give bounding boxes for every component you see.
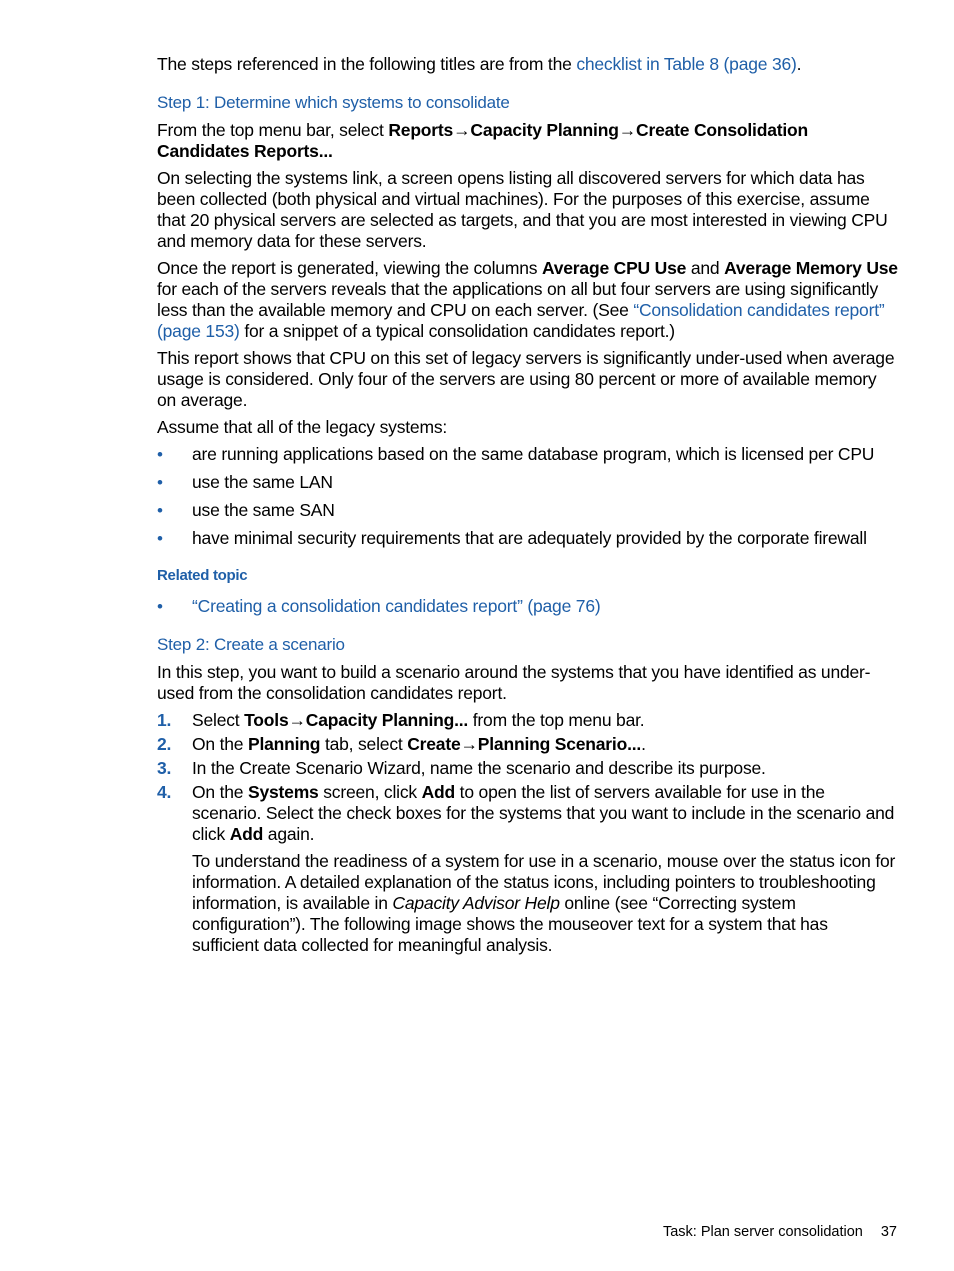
readiness-note: To understand the readiness of a system for use in a scenario, mouse over the status icon for information. A detailed explanation of the status icons, including pointers to troubleshooting information, is available in Capacity Advisor Help online (see “Correcting system configuration”). The following image shows the mouseover text for a system that has sufficient data collected for meaningful analysis. xyxy=(192,851,896,955)
selecting-paragraph: On selecting the systems link, a screen opens listing all discovered servers for which data has been collected (both physical and virtual machines). For the purposes of this exercise, assume that 20 physical servers are selected as targets, and that you are most interested in viewing CPU and memory data for these servers. xyxy=(157,168,888,251)
document-body xyxy=(157,54,898,956)
assume-paragraph: Assume that all of the legacy systems: xyxy=(157,417,448,437)
arrow-icon: → xyxy=(618,120,637,140)
creating-report-link[interactable]: “Creating a consolidation candidates report” (page 76) xyxy=(192,596,601,616)
step1-heading: Step 1: Determine which systems to consolidate xyxy=(157,93,510,112)
page-number: 37 xyxy=(880,1224,897,1240)
footer-title: Task: Plan server consolidation xyxy=(662,1224,863,1240)
menu-reports: Reports xyxy=(388,120,454,140)
cpu-paragraph: This report shows that CPU on this set of legacy servers is significantly under-used when average usage is considered. Only four of the servers are using 80 percent or more of available memory on average. xyxy=(157,348,895,410)
step2-heading: Step 2: Create a scenario xyxy=(157,635,345,654)
step2-intro: In this step, you want to build a scenario around the systems that you have identified as under-used from the consolidation candidates report. xyxy=(157,662,871,703)
intro-paragraph: The steps referenced in the following titles are from the checklist in Table 8 (page 36). xyxy=(157,54,802,74)
list-item: 2. On the Planning tab, select Create→Planning Scenario.... xyxy=(157,734,646,754)
list-item: • have minimal security requirements that are adequately provided by the corporate firewall xyxy=(157,528,867,548)
list-item: 1. Select Tools→Capacity Planning... from the top menu bar. xyxy=(157,710,645,730)
related-topic-heading: Related topic xyxy=(157,567,248,584)
arrow-icon: → xyxy=(288,710,306,730)
list-item: 4. On the Systems screen, click Add to open the list of servers available for use in the scenario. Select the check boxes for the systems that you want to include in the scenario and click Add again. To understand the readiness of a system for use in a scenario, mouse over the status icon for information. A detailed explanation of the status icons, including pointers to troubleshooting information, is available in Capacity Advisor Help online (see “Correcting system configuration”). The following image shows the mouseover text for a system that has sufficient data collected for meaningful analysis. xyxy=(157,782,898,956)
menu-path-paragraph: From the top menu bar, select Reports→Capacity Planning→Create Consolidation Candidates Reports... xyxy=(157,120,809,161)
scenario-steps-list xyxy=(157,710,898,956)
related-topic-list xyxy=(157,596,898,617)
menu-capacity-planning: Capacity Planning xyxy=(470,120,619,140)
bullet-icon: • xyxy=(157,501,163,520)
list-item: • are running applications based on the same database program, which is licensed per CPU xyxy=(157,444,875,464)
list-item: • use the same LAN xyxy=(157,472,333,492)
menu-create-consolidation-reports: Create Consolidation Candidates Reports... xyxy=(157,120,809,161)
consolidation-report-link[interactable]: “Consolidation candidates report” (page 153) xyxy=(157,300,885,341)
report-paragraph: Once the report is generated, viewing the columns Average CPU Use and Average Memory Use for each of the servers reveals that the applications on all but four servers are using significantly less than the available memory and CPU on each server. (See “Consolidation candidates report” (page 153) for a snippet of a typical consolidation candidates report.) xyxy=(157,258,898,341)
bullet-icon: • xyxy=(157,473,163,492)
bullet-icon: • xyxy=(157,529,163,548)
list-item: • use the same SAN xyxy=(157,500,335,520)
page-footer xyxy=(0,1222,897,1242)
checklist-link[interactable]: checklist in Table 8 (page 36) xyxy=(576,54,797,74)
bullet-icon: • xyxy=(157,597,163,616)
arrow-icon: → xyxy=(460,734,478,754)
list-item xyxy=(157,596,898,617)
bullet-icon: • xyxy=(157,445,163,464)
assumption-list xyxy=(157,444,898,549)
list-item: 3. In the Create Scenario Wizard, name the scenario and describe its purpose. xyxy=(157,758,766,778)
arrow-icon: → xyxy=(453,120,471,140)
